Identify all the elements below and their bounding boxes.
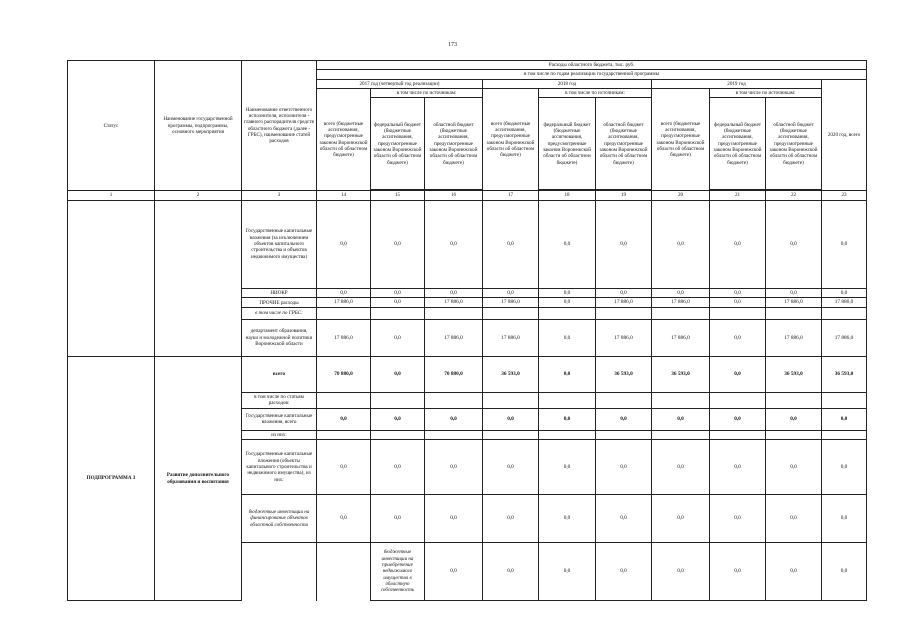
value-cell: 0,0: [539, 495, 596, 543]
value-cell: 0,0: [317, 408, 371, 430]
value-cell: 0,0: [425, 440, 483, 495]
value-cell: 0,0: [425, 408, 483, 430]
value-cell: 0,0: [317, 200, 371, 288]
value-cell: 0,0: [483, 495, 539, 543]
row-label: всего: [242, 357, 317, 393]
value-cell: 0,0: [822, 543, 867, 601]
value-cell: 0,0: [539, 543, 596, 601]
value-cell: 0,0: [766, 543, 822, 601]
value-cell: 17 886,0: [766, 298, 822, 308]
subprogram-status: ПОДПРОГРАММА 3: [68, 357, 155, 601]
subprogram-name: Развитие дополнительного образования и воспитания: [155, 357, 242, 601]
value-cell: 0,0: [425, 495, 483, 543]
value-cell: 36 593,0: [483, 357, 539, 393]
value-cell: 0,0: [371, 495, 425, 543]
header-by-years: в том числе по годам реализации государственной программы: [317, 70, 867, 79]
budget-table: [67, 60, 867, 601]
value-cell: 0,0: [822, 288, 867, 298]
value-cell: 0,0: [710, 298, 766, 308]
header-regional-2017: областной бюджет (бюджетные ассигнования, предусмотренные законом Воронежской области об областном бюджете): [425, 98, 483, 190]
value-cell: 0,0: [766, 495, 822, 543]
value-cell: 0,0: [596, 440, 652, 495]
value-cell: 0,0: [371, 408, 425, 430]
value-cell: 17 886,0: [822, 298, 867, 308]
column-number: 15: [371, 191, 425, 200]
header-executor: Наименование ответственного исполнителя, исполнителя - главного распорядителя средств областного бюджета (далее - ГРБС), наименование статей расходов: [242, 61, 317, 191]
value-cell: 0,0: [710, 357, 766, 393]
column-number: 21: [710, 191, 766, 200]
column-number: 1: [68, 191, 155, 200]
value-cell: 0,0: [371, 320, 425, 357]
value-cell: 0,0: [710, 408, 766, 430]
value-cell: 0,0: [483, 543, 539, 601]
header-year-2017: 2017 год (четвертый год реализации): [317, 79, 483, 88]
value-cell: 0,0: [766, 440, 822, 495]
value-cell: 0,0: [483, 440, 539, 495]
value-cell: 0,0: [425, 288, 483, 298]
header-total-2017: всего (бюджетные ассигнования, предусмотренные законом Воронежской области об областном бюджете): [317, 89, 371, 191]
value-cell: 17 886,0: [766, 320, 822, 357]
value-cell: 0,0: [652, 200, 710, 288]
header-sources-2017: в том числе по источникам:: [371, 89, 483, 98]
value-cell: 0,0: [822, 408, 867, 430]
column-number: 14: [317, 191, 371, 200]
header-total-2018: всего (бюджетные ассигнования, предусмотренные законом Воронежской области об областном бюджете): [483, 89, 539, 191]
value-cell: 0,0: [371, 288, 425, 298]
value-cell: 0,0: [652, 543, 710, 601]
value-cell: 0,0: [371, 200, 425, 288]
value-cell: 0,0: [317, 495, 371, 543]
value-cell: 0,0: [539, 320, 596, 357]
value-cell: 0,0: [371, 440, 425, 495]
header-expenses-title: Расходы областного бюджета, тыс. руб.: [317, 61, 867, 70]
value-cell: 17 886,0: [652, 298, 710, 308]
value-cell: 17 886,0: [317, 298, 371, 308]
value-cell: 0,0: [710, 288, 766, 298]
value-cell: 0,0: [710, 200, 766, 288]
value-cell: 0,0: [539, 298, 596, 308]
value-cell: 17 886,0: [483, 298, 539, 308]
value-cell: 0,0: [710, 495, 766, 543]
value-cell: 0,0: [652, 440, 710, 495]
header-federal-2017: федеральный бюджет (бюджетные ассигнования, предусмотренные законом Воронежской области об областном бюджете): [371, 98, 425, 190]
column-number: 3: [242, 191, 317, 200]
value-cell: 17 886,0: [483, 320, 539, 357]
status-cell-empty: [242, 543, 317, 601]
column-number: 17: [483, 191, 539, 200]
value-cell: 70 880,0: [317, 357, 371, 393]
row-label: в том числе по статьям расходов:: [242, 393, 317, 409]
value-cell: 0,0: [710, 440, 766, 495]
value-cell: 0,0: [652, 408, 710, 430]
name-cell-empty: [317, 543, 371, 601]
header-year-2018: 2018 год: [483, 79, 652, 88]
row-label: в том числе по ГРБС:: [242, 308, 317, 320]
value-cell: 0,0: [483, 200, 539, 288]
value-cell: 0,0: [710, 320, 766, 357]
row-label: ПРОЧИЕ расходы: [242, 298, 317, 308]
value-cell: 0,0: [766, 408, 822, 430]
value-cell: 17 886,0: [596, 298, 652, 308]
value-cell: 0,0: [652, 288, 710, 298]
column-number: 18: [539, 191, 596, 200]
column-number: 22: [766, 191, 822, 200]
value-cell: 0,0: [425, 200, 483, 288]
value-cell: 0,0: [539, 357, 596, 393]
header-program-name: Наименование государственной программы, подпрограммы, основного мероприятия: [155, 61, 242, 191]
value-cell: 36 593,0: [652, 357, 710, 393]
row-label: Государственные капитальные вложения (за исключением объектов капитального строительства и объектов недвижимого имущества): [242, 200, 317, 288]
table-row: [68, 200, 867, 288]
value-cell: 36 593,0: [822, 357, 867, 393]
value-cell: 0,0: [317, 440, 371, 495]
column-number: 16: [425, 191, 483, 200]
row-label: Государственные капитальные вложения, всего: [242, 408, 317, 430]
header-total-2019: всего (бюджетные ассигнования, предусмотренные законом Воронежской области об областном бюджете): [652, 89, 710, 191]
value-cell: 0,0: [317, 288, 371, 298]
value-cell: 36 593,0: [596, 357, 652, 393]
row-label: из них:: [242, 430, 317, 439]
header-sources-2018: в том числе по источникам:: [539, 89, 652, 98]
value-cell: 0,0: [710, 543, 766, 601]
column-number: 20: [652, 191, 710, 200]
value-cell: 0,0: [539, 440, 596, 495]
column-number: 2: [155, 191, 242, 200]
header-federal-2019: федеральный бюджет (бюджетные ассигнования, предусмотренные законом Воронежской области об областном бюджете): [710, 98, 766, 190]
row-label: бюджетные инвестиции на приобретение недвижимого имущества в областную собственность: [371, 543, 425, 601]
status-cell-empty: [68, 200, 155, 356]
value-cell: 0,0: [652, 495, 710, 543]
name-cell-empty: [155, 200, 242, 356]
value-cell: 0,0: [766, 200, 822, 288]
row-label: бюджетные инвестиции на финансирование объектов областной собственности: [242, 495, 317, 543]
value-cell: 0,0: [371, 298, 425, 308]
value-cell: 17 886,0: [317, 320, 371, 357]
header-year-2019: 2019 год: [652, 79, 822, 88]
header-regional-2018: областной бюджет (бюджетные ассигнования, предусмотренные законом Воронежской области об областном бюджете): [596, 98, 652, 190]
column-number: 23: [822, 191, 867, 200]
header-year-2020: 2020 год, всего: [822, 79, 867, 191]
header-federal-2018: федеральный бюджет (бюджетные ассигнования, предусмотренные законом Воронежской области об областном бюджете): [539, 98, 596, 190]
header-status: Статус: [68, 61, 155, 191]
value-cell: 0,0: [596, 288, 652, 298]
value-cell: 0,0: [425, 543, 483, 601]
value-cell: 70 880,0: [425, 357, 483, 393]
value-cell: 0,0: [766, 288, 822, 298]
value-cell: 0,0: [539, 200, 596, 288]
page-number: 173: [448, 42, 457, 48]
value-cell: 0,0: [539, 288, 596, 298]
row-label: департамент образования, науки и молодежной политики Воронежской области: [242, 320, 317, 357]
value-cell: 17 886,0: [652, 320, 710, 357]
value-cell: 0,0: [822, 495, 867, 543]
header-regional-2019: областной бюджет (бюджетные ассигнования, предусмотренные законом Воронежской области об областном бюджете): [766, 98, 822, 190]
value-cell: 0,0: [539, 408, 596, 430]
value-cell: 0,0: [822, 200, 867, 288]
value-cell: 0,0: [483, 408, 539, 430]
value-cell: 36 593,0: [766, 357, 822, 393]
value-cell: 17 886,0: [596, 320, 652, 357]
value-cell: 0,0: [596, 543, 652, 601]
value-cell: 0,0: [483, 288, 539, 298]
row-label: Государственные капитальные вложения (объекты капитального строительства и недвижимого имущества), из них:: [242, 440, 317, 495]
value-cell: 0,0: [596, 408, 652, 430]
value-cell: 0,0: [822, 440, 867, 495]
header-sources-2019: в том числе по источникам:: [710, 89, 822, 98]
table-row: [68, 357, 867, 393]
column-number: 19: [596, 191, 652, 200]
row-label: НИОКР: [242, 288, 317, 298]
value-cell: 17 886,0: [822, 320, 867, 357]
value-cell: 0,0: [596, 495, 652, 543]
value-cell: 17 886,0: [425, 320, 483, 357]
value-cell: 0,0: [371, 357, 425, 393]
value-cell: 17 886,0: [425, 298, 483, 308]
value-cell: 0,0: [596, 200, 652, 288]
